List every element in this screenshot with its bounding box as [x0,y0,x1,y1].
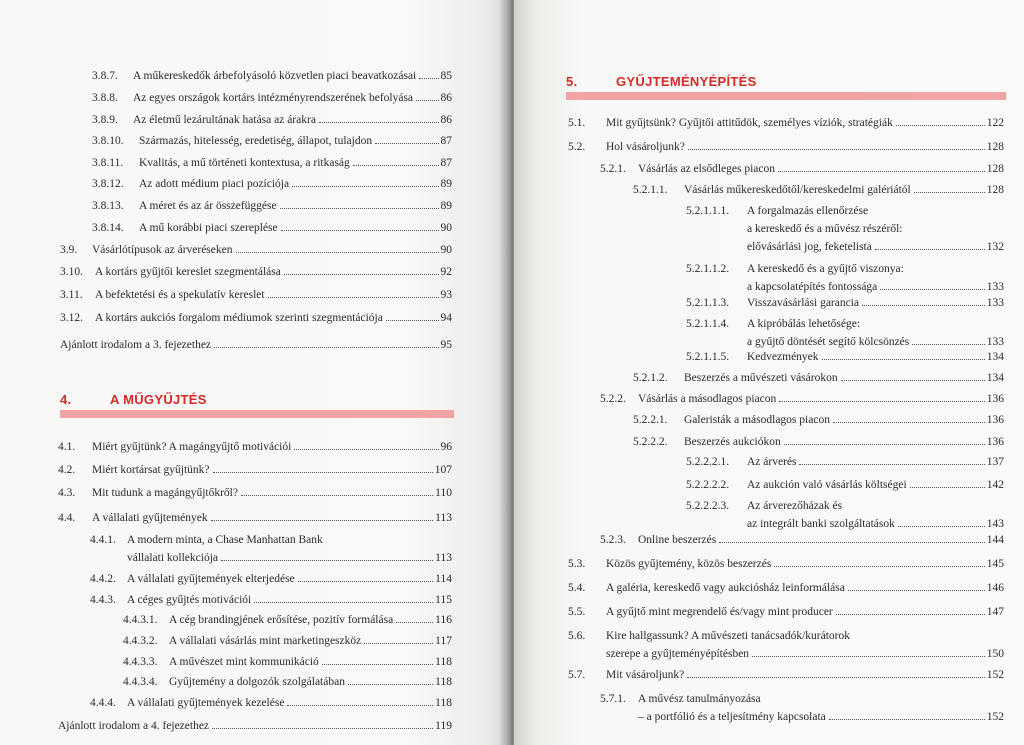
toc-entry-title: A modern minta, a Chase Manhattan Bank [127,534,323,546]
toc-entry-title: Miért kortársat gyűjtünk? [92,464,210,476]
toc-entry-number: 4.3. [58,487,76,499]
toc-entry-number: 3.12. [60,312,83,324]
toc-page-number: 118 [435,676,452,688]
dot-leader [241,494,433,496]
toc-entry-title: Ajánlott irodalom a 4. fejezethez [58,720,210,732]
chapter-number: 5. [566,74,578,89]
toc-entry [600,534,1004,547]
toc-entry-title: A cég brandingjének erősítése, pozitív formálása [169,614,394,626]
toc-entry-title: A galéria, kereskedő vagy aukciósház leinformálása [606,582,845,594]
toc-entry [686,456,1004,469]
toc-page-number: 90 [440,222,452,234]
toc-entry-title: A méret és az ár összefüggése [139,200,277,212]
dot-leader [386,319,439,321]
toc-page-number: 122 [986,117,1004,129]
dot-leader [784,443,985,445]
toc-entry-title: Hol vásároljunk? [606,141,685,153]
dot-leader [268,296,439,298]
toc-entry-title: A forgalmazás ellenőrzése [747,205,869,217]
dot-leader [862,304,985,306]
dot-leader [353,164,439,166]
dot-leader [236,251,439,253]
dot-leader [779,400,984,402]
chapter-band [60,410,454,418]
toc-entry-title: Vásárlás az elsődleges piacon [638,163,775,175]
toc-entry-title: Gyűjtemény a dolgozók szolgálatában [169,676,345,688]
toc-entry [92,200,452,213]
toc-entry-title: a gyűjtő döntését segítő kölcsönzés [747,336,910,348]
dot-leader [254,601,433,603]
toc-page-number: 142 [986,479,1004,491]
toc-entry [58,441,452,454]
toc-entry [92,222,452,235]
toc-page-number: 137 [986,456,1004,468]
toc-entry [92,92,452,105]
toc-page-number: 136 [986,436,1004,448]
toc-entry [60,312,452,325]
dot-leader [287,704,433,706]
toc-entry [92,135,452,148]
toc-entry-number: 4.4.2. [90,573,116,585]
toc-entry [90,697,452,710]
toc-entry-title: a kereskedő és a művész részéről: [747,223,903,235]
toc-entry [90,594,452,607]
toc-entry-title: Mit vásároljunk? [606,669,685,681]
toc-entry-title: Az életmű lezárultának hatása az árakra [133,114,316,126]
dot-leader [212,727,433,729]
toc-entry-number: 5.2.2.2.3. [686,500,730,512]
toc-entry-number: 5.2.1.2. [633,372,668,384]
toc-page-number: 134 [986,372,1004,384]
toc-page-number: 152 [986,711,1004,723]
toc-page-number: 114 [435,573,452,585]
dot-leader [875,248,985,250]
right-page [514,0,1024,745]
toc-entry-title: Miért gyűjtünk? A magángyűjtő motivációi [92,441,292,453]
toc-entry [633,436,1004,449]
toc-entry [686,500,1004,536]
toc-entry [568,606,1004,619]
dot-leader [914,191,985,193]
toc-entry-number: 3.8.12. [92,178,124,190]
toc-entry [58,720,452,733]
dot-leader [841,379,985,381]
toc-entry-title: A vállalati gyűjtemények elterjedése [127,573,295,585]
toc-entry-title: Galeristák a másodlagos piacon [684,414,830,426]
toc-entry-number: 5.2.3. [600,534,626,546]
toc-entry-number: 5.7.1. [600,693,626,705]
dot-leader [298,580,434,582]
toc-entry-title: A befektetési és a spekulatív kereslet [95,289,265,301]
toc-entry [123,676,452,689]
toc-page-number: 145 [986,558,1004,570]
toc-page-number: 133 [986,281,1004,293]
toc-page-number: 133 [986,297,1004,309]
toc-entry-title: A kipróbálás lehetősége: [747,318,861,330]
toc-page-number: 143 [986,518,1004,530]
toc-page-number: 87 [440,135,452,147]
toc-entry-number: 3.10. [60,266,83,278]
toc-entry-number: 5.2.1.1.2. [686,263,730,275]
toc-page-number: 113 [435,552,452,564]
dot-leader [829,718,985,720]
toc-entry-number: 3.8.9. [92,114,118,126]
toc-entry-title: Az egyes országok kortárs intézményrendszerének befolyása [133,92,414,104]
dot-leader [348,683,433,685]
chapter-5-heading [566,74,1006,100]
toc-entry-title: az integrált banki szolgáltatások [747,518,895,530]
toc-entry-title: Visszavásárlási garancia [747,297,860,309]
toc-entry-title: Közös gyűjtemény, közös beszerzés [606,558,772,570]
dot-leader [416,99,438,101]
dot-leader [284,273,439,275]
toc-entry-number: 3.11. [60,289,83,301]
toc-entry-title: elővásárlási jog, feketelista [747,241,872,253]
toc-entry-title: A műkereskedők árbefolyásoló közvetlen piaci beavatkozásai [133,70,417,82]
dot-leader [419,77,438,79]
dot-leader [688,148,985,150]
toc-entry-number: 3.9. [60,244,78,256]
toc-page-number: 92 [440,266,452,278]
toc-entry-number: 4.4.4. [90,697,116,709]
toc-entry-number: 4.4.3.3. [123,656,158,668]
toc-entry-number: 5.7. [568,669,586,681]
toc-entry [123,656,452,669]
toc-page-number: 132 [986,241,1004,253]
chapter-number: 4. [60,392,72,407]
toc-entry-title: A vállalati gyűjtemények [92,512,208,524]
dot-leader [912,343,985,345]
toc-entry-title: Ajánlott irodalom a 3. fejezethez [60,339,212,351]
toc-entry-title: Vásárlás műkereskedőtől/kereskedelmi galériától [684,184,911,196]
toc-entry-number: 5.2.2.2.1. [686,456,730,468]
toc-entry-number: 5.6. [568,630,586,642]
toc-page-number: 128 [986,184,1004,196]
toc-entry-number: 5.2.1.1.1. [686,205,730,217]
toc-entry [123,614,452,627]
toc-page-number: 133 [986,336,1004,348]
toc-page-number: 150 [986,648,1004,660]
dot-leader [880,288,984,290]
toc-page-number: 116 [435,614,452,626]
toc-entry-title: a kapcsolatépítés fontossága [747,281,878,293]
toc-entry [686,205,1004,259]
dot-leader [211,519,434,521]
toc-entry-number: 5.2.2.2. [633,436,668,448]
toc-entry [123,635,452,648]
toc-entry [600,163,1004,176]
toc-entry-title: Mit tudunk a magángyűjtőkről? [92,487,238,499]
toc-entry-number: 5.2.1. [600,163,626,175]
dot-leader [896,124,985,126]
toc-entry-title: A művész tanulmányozása [638,693,761,705]
dot-leader [292,185,438,187]
dot-leader [364,642,433,644]
toc-entry-number: 5.3. [568,558,586,570]
toc-page-number: 128 [986,163,1004,175]
toc-entry [60,244,452,257]
dot-leader [848,589,985,591]
toc-page-number: 152 [986,669,1004,681]
toc-entry-title: Az adott médium piaci pozíciója [139,178,290,190]
chapter-title: GYŰJTEMÉNYÉPÍTÉS [616,74,757,89]
toc-page-number: 144 [986,534,1004,546]
dot-leader [833,421,985,423]
dot-leader [319,121,439,123]
toc-page-number: 89 [440,200,452,212]
toc-entry [60,289,452,302]
toc-entry-title: Vásárlótípusok az árveréseken [92,244,233,256]
toc-entry-number: 5.2.1.1.3. [686,297,730,309]
toc-entry-number: 3.8.10. [92,135,124,147]
dot-leader [294,448,438,450]
toc-page-number: 134 [986,351,1004,363]
dot-leader [281,229,439,231]
dot-leader [774,565,984,567]
toc-entry-number: 5.2.2.1. [633,414,668,426]
toc-page-number: 89 [440,178,452,190]
dot-leader [375,142,438,144]
toc-page-number: 87 [440,157,452,169]
toc-entry [568,558,1004,571]
toc-entry-title: szerepe a gyűjteményépítésben [606,648,750,660]
toc-entry [92,70,452,83]
toc-entry [58,464,452,477]
toc-page-number: 96 [440,441,452,453]
dot-leader [396,621,433,623]
toc-entry-title: A művészet mint kommunikáció [169,656,319,668]
toc-entry [92,178,452,191]
toc-page-number: 119 [435,720,452,732]
toc-entry [568,117,1004,130]
toc-entry-title: Beszerzés a művészeti vásárokon [684,372,838,384]
dot-leader [213,471,433,473]
toc-entry [58,512,452,525]
toc-entry-number: 4.4.3.1. [123,614,158,626]
chapter-4-heading [60,392,454,418]
toc-entry-number: 5.2.2. [600,393,626,405]
toc-page-number: 136 [986,414,1004,426]
toc-entry [686,351,1004,364]
toc-page-number: 86 [440,114,452,126]
toc-entry-title: A mű korábbi piaci szereplése [139,222,278,234]
toc-page-number: 147 [986,606,1004,618]
toc-entry [600,393,1004,406]
toc-page-number: 118 [435,656,452,668]
toc-entry [633,184,1004,197]
toc-entry-title: Online beszerzés [638,534,717,546]
toc-page-number: 90 [440,244,452,256]
toc-entry-title: A kereskedő és a gyűjtő viszonya: [747,263,904,275]
toc-page-number: 110 [435,487,452,499]
toc-entry-title: Az aukción való vásárlás költségei [747,479,907,491]
toc-entry-number: 5.5. [568,606,586,618]
toc-entry-title: Mit gyűjtsünk? Gyűjtői attitűdök, személyes víziók, stratégiák [606,117,893,129]
toc-entry [58,487,452,500]
toc-page-number: 95 [440,339,452,351]
toc-entry [600,693,1004,729]
toc-entry-title: Származás, hitelesség, eredetiség, állapot, tulajdon [139,135,373,147]
dot-leader [221,559,433,561]
toc-page-number: 94 [440,312,452,324]
chapter-band [566,92,1006,100]
dot-leader [752,655,985,657]
dot-leader [778,170,985,172]
toc-entry-title: Beszerzés aukciókon [684,436,781,448]
toc-entry-number: 4.4. [58,512,76,524]
toc-entry-title: vállalati kollekciója [127,552,219,564]
toc-entry-number: 4.1. [58,441,76,453]
toc-entry [60,266,452,279]
toc-entry-number: 4.2. [58,464,76,476]
toc-page-number: 117 [435,635,452,647]
toc-entry-number: 5.2.1.1.5. [686,351,730,363]
toc-entry [60,339,452,352]
toc-page-number: 136 [986,393,1004,405]
toc-entry-title: A céges gyűjtés motivációi [127,594,252,606]
toc-entry-number: 5.1. [568,117,586,129]
toc-entry-number: 5.2.2.2.2. [686,479,730,491]
toc-entry [568,582,1004,595]
toc-entry-title: A kortárs aukciós forgalom médiumok szerinti szegmentációja [95,312,383,324]
toc-entry-title: A kortárs gyűjtői kereslet szegmentálása [95,266,281,278]
dot-leader [687,676,985,678]
toc-entry [633,414,1004,427]
toc-entry [686,297,1004,310]
toc-page-number: 113 [435,512,452,524]
toc-page-number: 118 [435,697,452,709]
dot-leader [214,346,438,348]
dot-leader [898,525,985,527]
toc-entry [633,372,1004,385]
toc-entry [568,630,1004,666]
toc-entry-title: Kire hallgassunk? A művészeti tanácsadók/kurátorok [606,630,850,642]
toc-entry-title: A vállalati vásárlás mint marketingeszköz [169,635,362,647]
toc-page-number: 107 [434,464,452,476]
dot-leader [799,463,984,465]
toc-page-number: 86 [440,92,452,104]
left-page [0,0,506,745]
toc-page-number: 128 [986,141,1004,153]
toc-entry [90,573,452,586]
toc-entry-number: 4.4.3.4. [123,676,158,688]
toc-entry [686,479,1004,492]
toc-entry [686,263,1004,299]
toc-page-number: 85 [440,70,452,82]
toc-entry-title: Az árverezőházak és [747,500,843,512]
toc-entry-title: Az árverés [747,456,797,468]
toc-entry-number: 4.4.1. [90,534,116,546]
toc-entry-number: 3.8.14. [92,222,124,234]
toc-page-number: 146 [986,582,1004,594]
toc-entry-title: Vásárlás a másodlagos piacon [638,393,777,405]
dot-leader [322,663,433,665]
toc-entry-title: Kedvezmények [747,351,819,363]
toc-entry [686,318,1004,354]
toc-entry-number: 5.4. [568,582,586,594]
toc-page-number: 115 [435,594,452,606]
chapter-title: A MŰGYŰJTÉS [110,392,207,407]
toc-entry-number: 5.2.1.1.4. [686,318,730,330]
dot-leader [836,613,985,615]
dot-leader [822,358,985,360]
dot-leader [910,486,985,488]
toc-entry [568,141,1004,154]
toc-entry [92,114,452,127]
toc-entry-number: 3.8.11. [92,157,124,169]
dot-leader [719,541,985,543]
toc-entry-number: 3.8.13. [92,200,124,212]
dot-leader [280,207,439,209]
toc-entry-number: 3.8.8. [92,92,118,104]
toc-entry-number: 4.4.3. [90,594,116,606]
toc-entry-title: A vállalati gyűjtemények kezelése [127,697,285,709]
toc-page-number: 93 [440,289,452,301]
toc-entry-number: 5.2.1.1. [633,184,668,196]
toc-entry-title: – a portfólió és a teljesítmény kapcsolata [638,711,826,723]
toc-entry-number: 4.4.3.2. [123,635,158,647]
toc-entry-title: A gyűjtő mint megrendelő és/vagy mint producer [606,606,833,618]
toc-entry [568,669,1004,682]
toc-entry [92,157,452,170]
toc-entry-number: 5.2. [568,141,586,153]
toc-entry [90,534,452,570]
toc-entry-title: Kvalitás, a mű történeti kontextusa, a ritkaság [139,157,350,169]
toc-entry-number: 3.8.7. [92,70,118,82]
